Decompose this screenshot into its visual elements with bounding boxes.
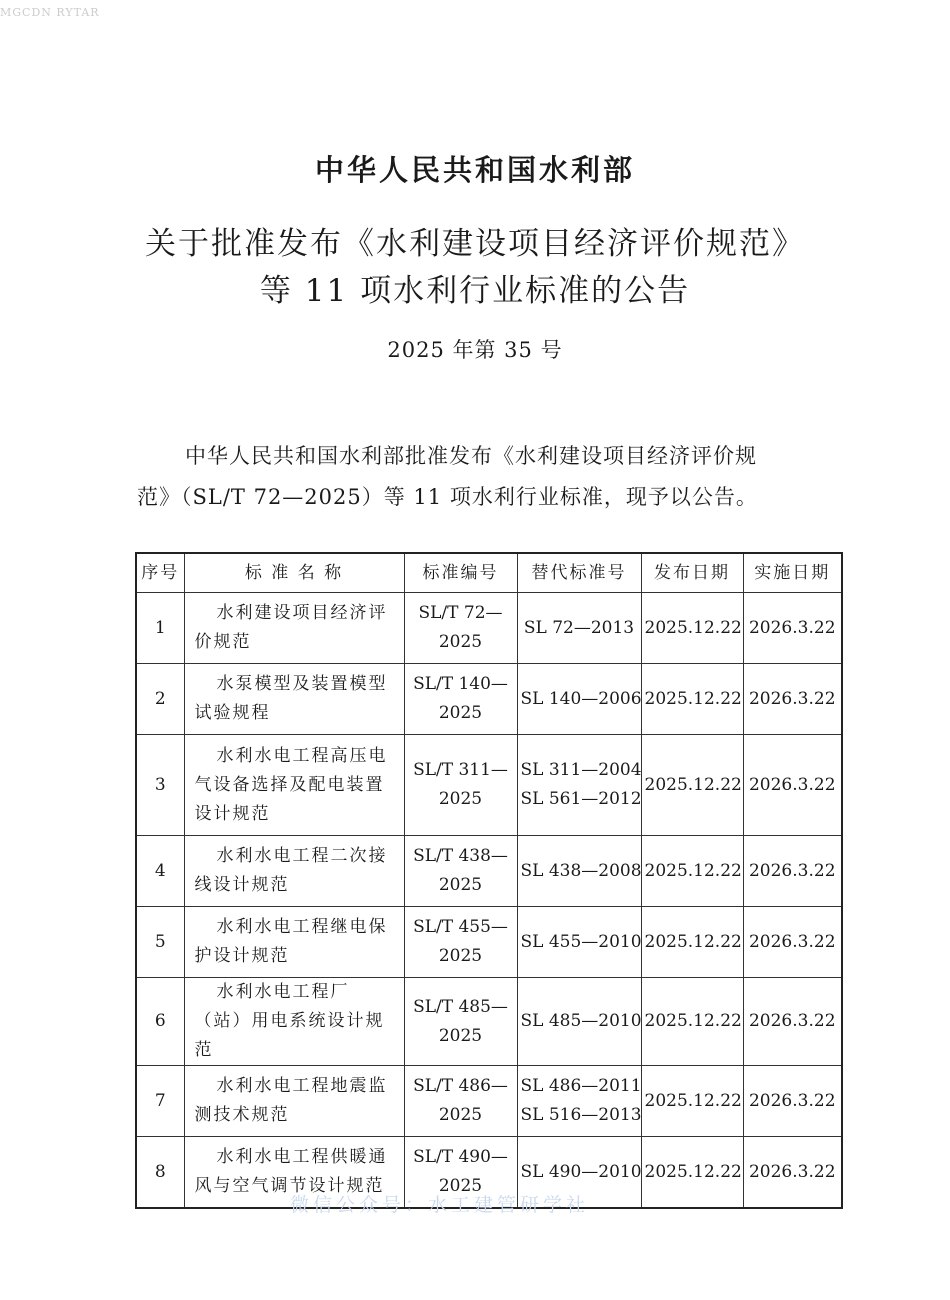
announcement-title-line1: 关于批准发布《水利建设项目经济评价规范》 xyxy=(145,226,805,262)
cell-code: SL/T 311—2025 xyxy=(404,735,517,836)
cell-replaces xyxy=(517,735,641,836)
table-row xyxy=(136,1066,842,1137)
top-watermark: MGCDN RYTAR xyxy=(0,6,100,19)
cell-name xyxy=(184,1066,404,1137)
cell-name xyxy=(184,593,404,664)
table-row xyxy=(136,978,842,1066)
replaced-standard: SL 311—2004 xyxy=(520,760,642,780)
header-serial: 序号 xyxy=(136,553,184,593)
cell-serial: 6 xyxy=(136,978,184,1066)
replaced-standard: SL 140—2006 xyxy=(520,688,642,709)
cell-replaces xyxy=(517,836,641,907)
body-paragraph-line2: 范》（SL/T 72—2025）等 11 项水利行业标准，现予以公告。 xyxy=(137,485,758,509)
cell-replaces xyxy=(517,664,641,735)
cell-name xyxy=(184,978,404,1066)
standard-name: 水利水电工程供暖通风与空气调节设计规范 xyxy=(194,1147,388,1196)
header-effective-date: 实施日期 xyxy=(743,553,842,593)
announcement-title-line2: 等 11 项水利行业标准的公告 xyxy=(259,273,691,309)
cell-replaces xyxy=(517,593,641,664)
cell-publish-date: 2025.12.22 xyxy=(641,907,743,978)
cell-effective-date: 2026.3.22 xyxy=(743,593,842,664)
cell-effective-date: 2026.3.22 xyxy=(743,664,842,735)
cell-publish-date: 2025.12.22 xyxy=(641,664,743,735)
cell-effective-date: 2026.3.22 xyxy=(743,1066,842,1137)
standard-name: 水泵模型及装置模型试验规程 xyxy=(194,674,388,723)
replaced-standard: SL 516—2013 xyxy=(520,1105,642,1125)
cell-replaces xyxy=(517,1066,641,1137)
cell-serial: 3 xyxy=(136,735,184,836)
cell-replaces xyxy=(517,978,641,1066)
cell-publish-date: 2025.12.22 xyxy=(641,978,743,1066)
standard-name: 水利水电工程地震监测技术规范 xyxy=(194,1076,388,1125)
replaced-standard: SL 72—2013 xyxy=(523,617,635,638)
standards-table xyxy=(135,552,843,1209)
standard-name: 水利水电工程继电保护设计规范 xyxy=(194,917,388,966)
footer-watermark: 微信公众号：水工建管研学社 xyxy=(290,1194,590,1216)
replaced-standard: SL 438—2008 xyxy=(520,860,642,881)
cell-code: SL/T 490—2025 xyxy=(404,1137,517,1209)
header-publish-date: 发布日期 xyxy=(641,553,743,593)
table-row xyxy=(136,593,842,664)
cell-effective-date: 2026.3.22 xyxy=(743,836,842,907)
replaced-standard: SL 486—2011 xyxy=(520,1076,642,1096)
body-paragraph-line1: 中华人民共和国水利部批准发布《水利建设项目经济评价规 xyxy=(185,444,757,468)
cell-serial: 5 xyxy=(136,907,184,978)
table-header-row xyxy=(136,553,842,593)
cell-code: SL/T 455—2025 xyxy=(404,907,517,978)
cell-code: SL/T 72—2025 xyxy=(404,593,517,664)
standard-name: 水利水电工程高压电气设备选择及配电装置设计规范 xyxy=(194,745,388,824)
cell-name xyxy=(184,664,404,735)
standard-name: 水利建设项目经济评价规范 xyxy=(194,603,388,652)
cell-code: SL/T 486—2025 xyxy=(404,1066,517,1137)
cell-effective-date: 2026.3.22 xyxy=(743,735,842,836)
table-row xyxy=(136,836,842,907)
header-name: 标 准 名 称 xyxy=(184,553,404,593)
table-row xyxy=(136,735,842,836)
table-row xyxy=(136,907,842,978)
cell-serial: 1 xyxy=(136,593,184,664)
cell-code: SL/T 438—2025 xyxy=(404,836,517,907)
document-number: 2025 年第 35 号 xyxy=(387,338,563,362)
cell-publish-date: 2025.12.22 xyxy=(641,1137,743,1209)
header-replaces: 替代标准号 xyxy=(517,553,641,593)
replaced-standard: SL 561—2012 xyxy=(520,789,642,809)
standard-name: 水利水电工程二次接线设计规范 xyxy=(194,846,388,895)
cell-publish-date: 2025.12.22 xyxy=(641,735,743,836)
cell-serial: 4 xyxy=(136,836,184,907)
replaced-standard: SL 455—2010 xyxy=(520,931,642,952)
replaced-standard: SL 485—2010 xyxy=(520,1011,642,1031)
cell-name xyxy=(184,836,404,907)
cell-code: SL/T 485—2025 xyxy=(404,978,517,1066)
cell-serial: 7 xyxy=(136,1066,184,1137)
cell-code: SL/T 140—2025 xyxy=(404,664,517,735)
cell-name xyxy=(184,735,404,836)
cell-publish-date: 2025.12.22 xyxy=(641,836,743,907)
header-code: 标准编号 xyxy=(404,553,517,593)
standard-name: 水利水电工程厂（站）用电系统设计规范 xyxy=(194,982,385,1060)
cell-effective-date: 2026.3.22 xyxy=(743,907,842,978)
cell-replaces xyxy=(517,907,641,978)
replaced-standard: SL 490—2010 xyxy=(520,1161,642,1182)
cell-publish-date: 2025.12.22 xyxy=(641,1066,743,1137)
cell-effective-date: 2026.3.22 xyxy=(743,978,842,1066)
cell-serial: 8 xyxy=(136,1137,184,1209)
cell-name xyxy=(184,907,404,978)
cell-publish-date: 2025.12.22 xyxy=(641,593,743,664)
cell-serial: 2 xyxy=(136,664,184,735)
ministry-name: 中华人民共和国水利部 xyxy=(314,153,635,187)
cell-effective-date: 2026.3.22 xyxy=(743,1137,842,1209)
table-row xyxy=(136,664,842,735)
